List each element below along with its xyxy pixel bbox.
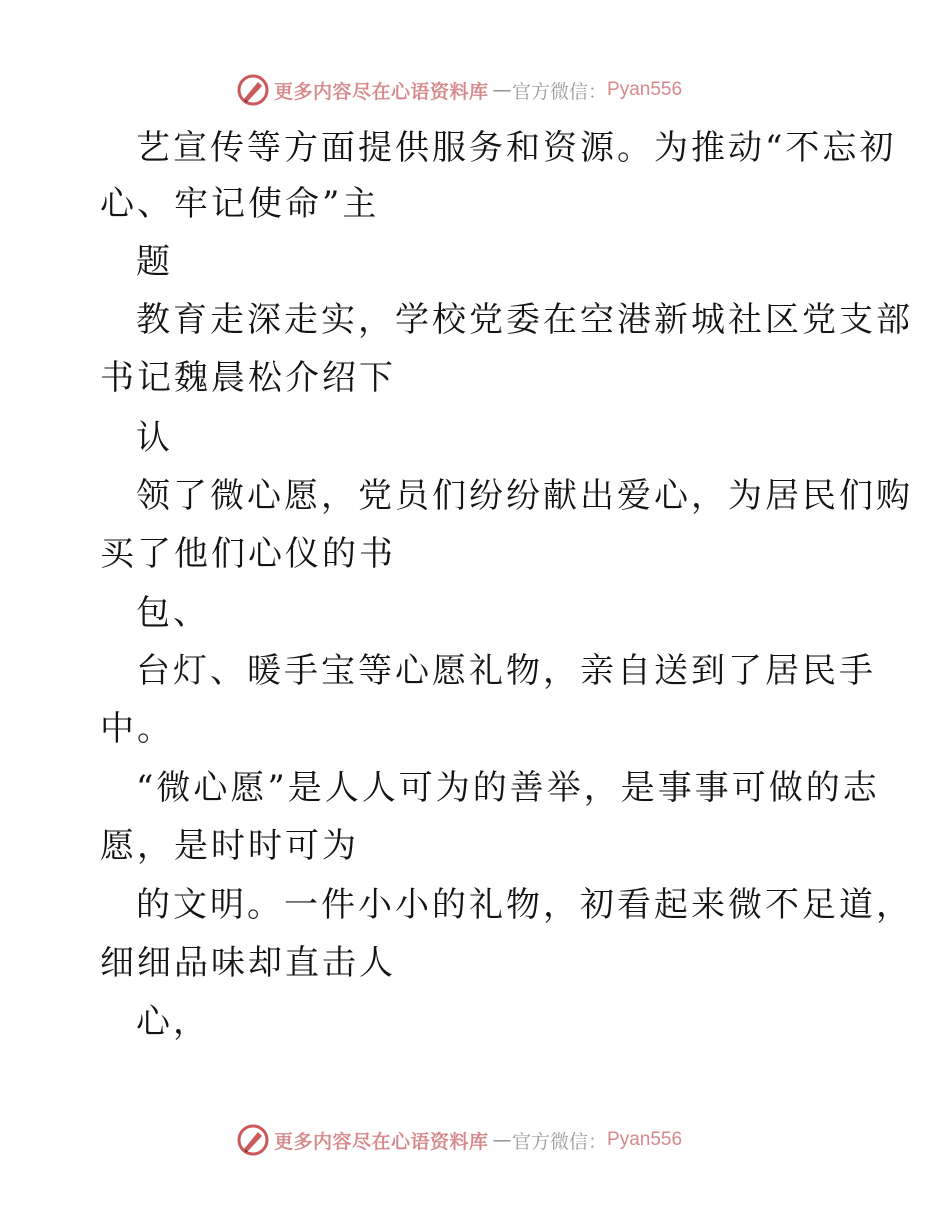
pen-logo-icon bbox=[236, 73, 270, 107]
text-line: 愿，是时时可为 bbox=[100, 826, 359, 866]
footer-banner-title: 更多内容尽在心语资料库 bbox=[274, 1130, 489, 1153]
text-line: 领了微心愿，党员们纷纷献出爱心，为居民们购 bbox=[136, 476, 913, 516]
header-banner-title: 更多内容尽在心语资料库 bbox=[274, 80, 489, 103]
header-banner bbox=[236, 72, 756, 108]
footer-banner-wechat-id: Pyan556 bbox=[607, 1129, 683, 1150]
text-line: 的文明。一件小小的礼物，初看起来微不足道， bbox=[136, 885, 913, 925]
footer-banner-separator: — bbox=[492, 1129, 513, 1151]
text-line: 心， bbox=[136, 1002, 210, 1042]
pen-logo-icon bbox=[236, 1123, 270, 1157]
header-banner-wechat-id: Pyan556 bbox=[607, 79, 683, 100]
text-line: 包、 bbox=[136, 593, 210, 633]
text-line: 认 bbox=[136, 418, 173, 458]
text-line: 心、牢记使命”主 bbox=[100, 184, 380, 224]
text-line: 艺宣传等方面提供服务和资源。为推动“不忘初 bbox=[136, 128, 897, 168]
text-line: 台灯、暖手宝等心愿礼物，亲自送到了居民手 bbox=[136, 651, 876, 691]
footer-banner-wechat-label: 官方微信： bbox=[512, 1130, 608, 1153]
header-banner-wechat-label: 官方微信： bbox=[512, 80, 608, 103]
text-line: 题 bbox=[136, 242, 173, 282]
header-banner-separator: — bbox=[492, 79, 513, 101]
text-line: 书记魏晨松介绍下 bbox=[100, 358, 396, 398]
text-line: 中。 bbox=[100, 709, 174, 749]
text-line: 细细品味却直击人 bbox=[100, 943, 396, 983]
text-line: 教育走深走实，学校党委在空港新城社区党支部 bbox=[136, 300, 913, 340]
text-line: 买了他们心仪的书 bbox=[100, 534, 396, 574]
text-line: “微心愿”是人人可为的善举，是事事可做的志 bbox=[136, 768, 880, 808]
footer-banner bbox=[236, 1122, 756, 1158]
